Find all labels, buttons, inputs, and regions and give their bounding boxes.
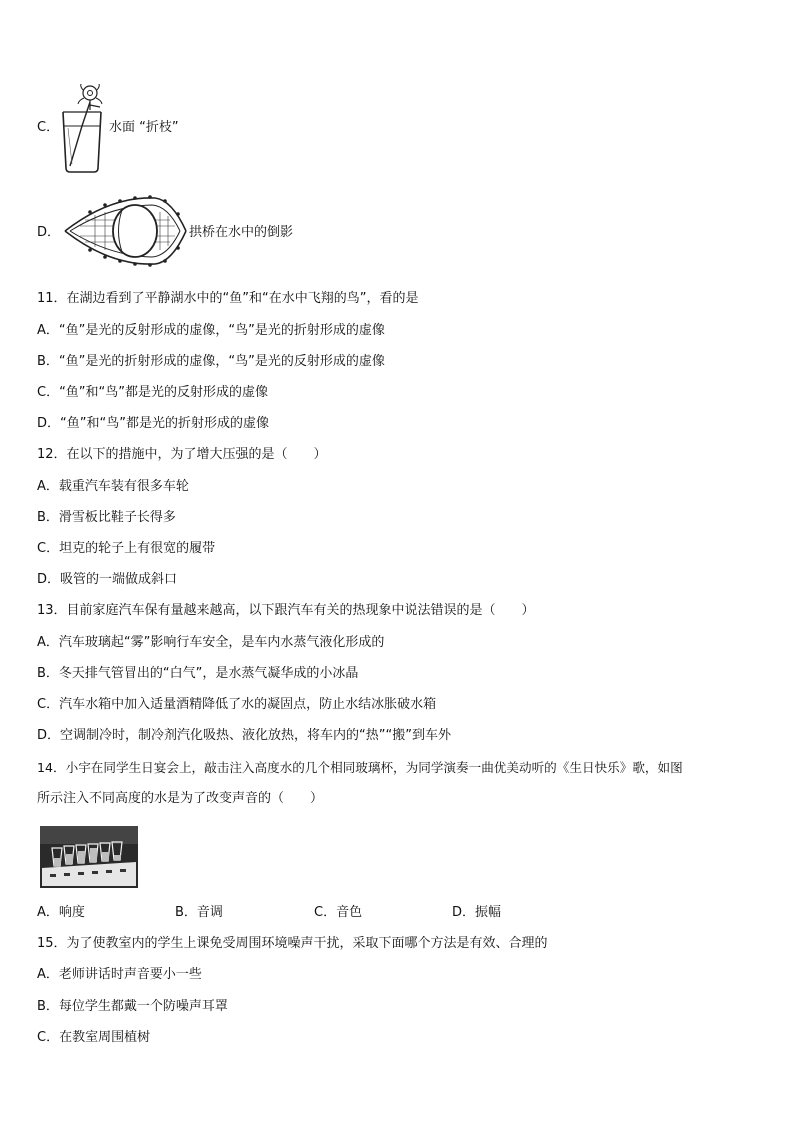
question-14-option-c: C．音色 [314,905,363,920]
question-12-option-b: B．滑雪板比鞋子长得多 [37,510,176,525]
option-d-label: D． [37,225,61,240]
question-13-option-a: A．汽车玻璃起“雾”影响行车安全，是车内水蒸气液化形成的 [37,635,385,650]
question-13-stem: 13．目前家庭汽车保有量越来越高，以下跟汽车有关的热现象中说法错误的是（ ） [37,603,535,618]
question-13-option-b: B．冬天排气管冒出的“白气”，是水蒸气凝华成的小冰晶 [37,666,359,681]
question-14-option-d: D．振幅 [452,905,502,920]
question-14-option-b: B．音调 [175,905,223,920]
question-15-stem: 15．为了使教室内的学生上课免受周围环境噪声干扰，采取下面哪个方法是有效、合理的 [37,936,548,951]
question-11-option-c: C．“鱼”和“鸟”都是光的反射形成的虚像 [37,385,269,400]
question-12-option-c: C．坦克的轮子上有很宽的履带 [37,541,216,556]
question-14-stem-line1: 14．小宇在同学生日宴会上，敲击注入高度水的几个相同玻璃杯，为同学演奏一曲优美动听的《生日快乐》歌，如图 [37,760,683,775]
question-13-option-d: D．空调制冷时，制冷剂汽化吸热、液化放热，将车内的“热”“搬”到车外 [37,728,451,743]
question-11-option-a: A．“鱼”是光的反射形成的虚像，“鸟”是光的折射形成的虚像 [37,323,385,338]
question-15-option-b: B．每位学生都戴一个防噪声耳罩 [37,999,228,1014]
question-12-stem: 12．在以下的措施中，为了增大压强的是（ ） [37,447,327,462]
question-14-option-a: A．响度 [37,905,85,920]
question-14-stem-line2: 所示注入不同高度的水是为了改变声音的（ ） [37,791,324,806]
glasses-photo-figure [40,826,138,888]
question-13-option-c: C．汽车水箱中加入适量酒精降低了水的凝固点，防止水结冰胀破水箱 [37,697,437,712]
question-12-option-d: D．吸管的一端做成斜口 [37,572,178,587]
option-c-label: C． [37,120,60,135]
option-d-caption: 拱桥在水中的倒影 [189,225,294,240]
arch-bridge-figure [60,186,190,276]
question-14-options [37,904,737,922]
question-11-stem: 11．在湖边看到了平静湖水中的“鱼”和“在水中飞翔的鸟”，看的是 [37,291,419,306]
question-11-option-d: D．“鱼”和“鸟”都是光的折射形成的虚像 [37,416,269,431]
question-11-option-b: B．“鱼”是光的折射形成的虚像，“鸟”是光的反射形成的虚像 [37,354,385,369]
option-c-caption: 水面 “折枝” [109,120,179,135]
question-12-option-a: A．载重汽车装有很多车轮 [37,479,189,494]
glass-refraction-figure [60,84,110,174]
question-15-option-c: C．在教室周围植树 [37,1030,151,1045]
question-15-option-a: A．老师讲话时声音要小一些 [37,967,202,982]
